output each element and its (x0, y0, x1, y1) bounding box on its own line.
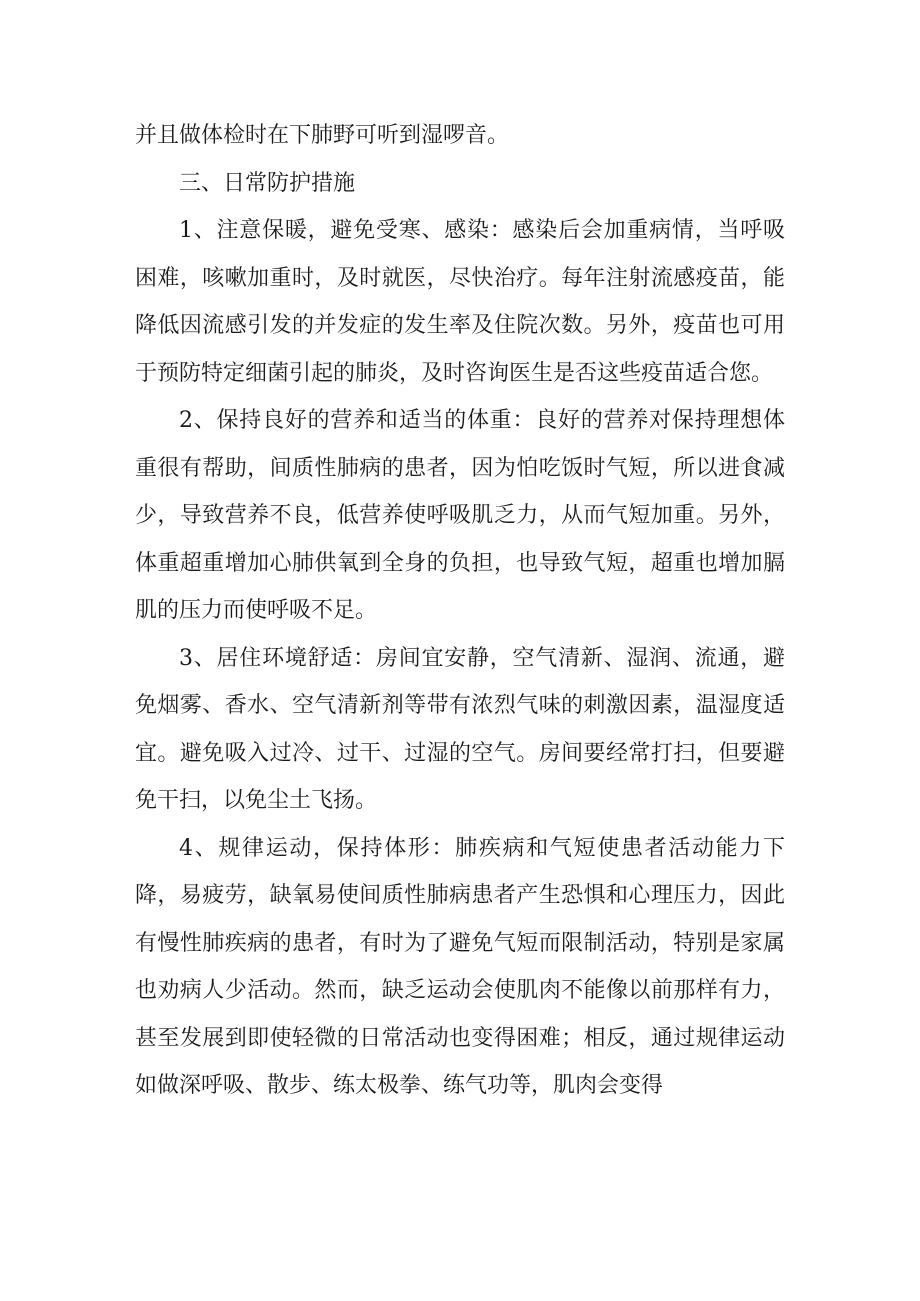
document-body (135, 112, 785, 1110)
paragraph-continuation: 并且做体检时在下肺野可听到湿啰音。 (135, 123, 510, 148)
paragraph-item-2: 2、保持良好的营养和适当的体重：良好的营养对保持理想体重很有帮助，间质性肺病的患者，因为怕吃饭时气短，所以进食减少，导致营养不良，低营养使呼吸肌乏力，从而气短加重。另外，体重超重增加心肺供氧到全身的负担，也导致气短，超重也增加膈肌的压力而使呼吸不足。 (135, 408, 785, 623)
section-heading: 三、日常防护措施 (179, 170, 356, 196)
paragraph-item-1: 1、注意保暖，避免受寒、感染：感染后会加重病情，当呼吸困难，咳嗽加重时，及时就医，尽快治疗。每年注射流感疫苗，能降低因流感引发的并发症的发生率及住院次数。另外，疫苗也可用于预防特定细菌引起的肺炎，及时咨询医生是否这些疫苗适合您。 (135, 218, 785, 386)
paragraph-item-4: 4、规律运动，保持体形：肺疾病和气短使患者活动能力下降，易疲劳，缺氧易使间质性肺病患者产生恐惧和心理压力，因此有慢性肺疾病的患者，有时为了避免气短而限制活动，特别是家属也劝病人少活动。然而，缺乏运动会使肌肉不能像以前那样有力，甚至发展到即使轻微的日常活动也变得困难；相反，通过规律运动如做深呼吸、散步、练太极拳、练气功等，肌肉会变得 (135, 835, 785, 1098)
paragraph-item-3: 3、居住环境舒适：房间宜安静，空气清新、湿润、流通，避免烟雾、香水、空气清新剂等带有浓烈气味的刺激因素，温湿度适宜。避免吸入过冷、过干、过湿的空气。房间要经常打扫，但要避免干扫，以免尘土飞扬。 (135, 645, 785, 813)
